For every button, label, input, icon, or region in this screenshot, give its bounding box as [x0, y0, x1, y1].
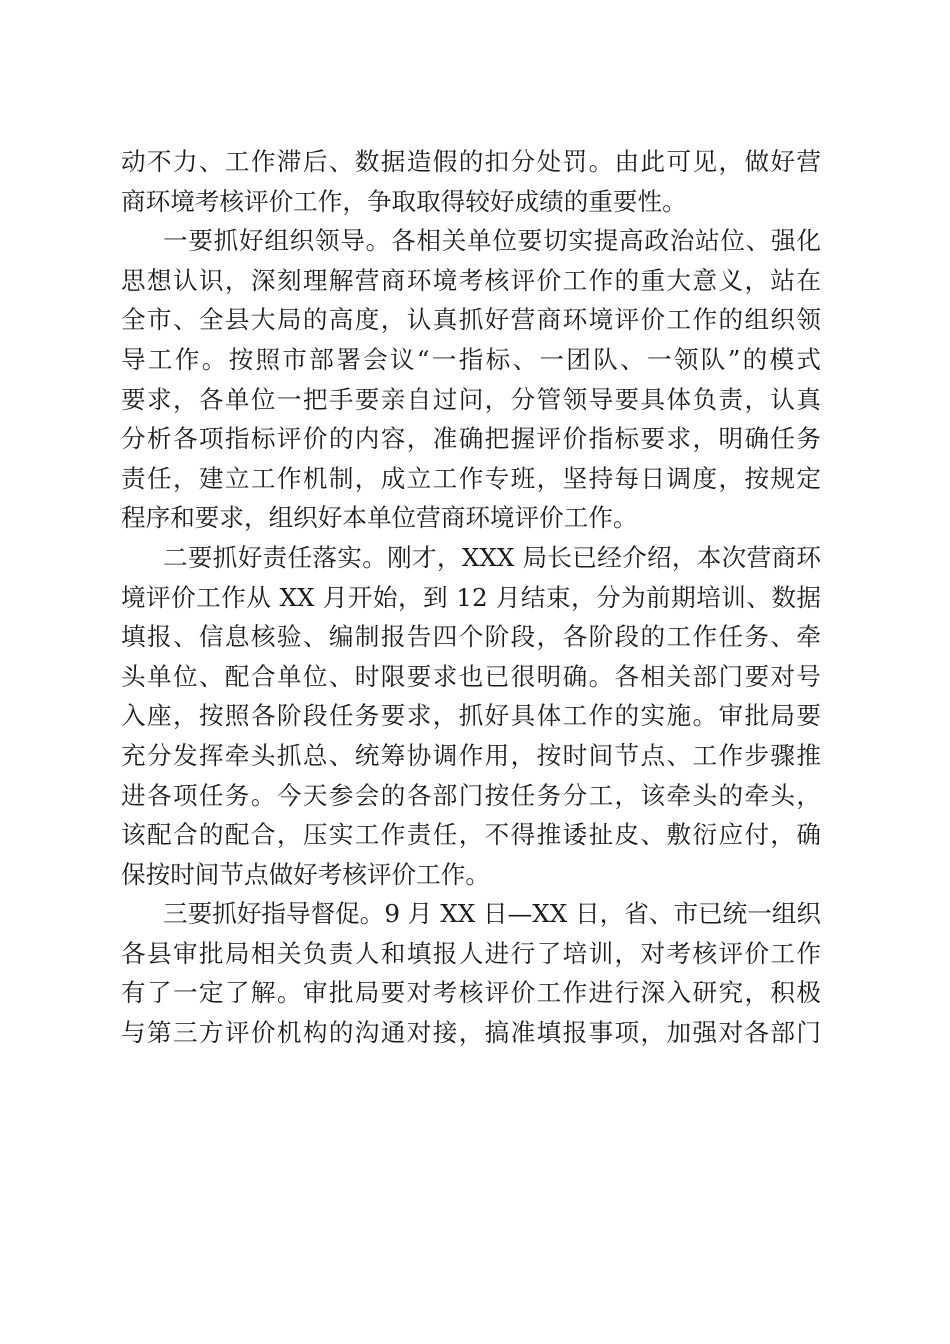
paragraph-line: 要求，各单位一把手要亲自过问，分管领导要具体负责，认真 [121, 384, 821, 414]
paragraph-line: 商环境考核评价工作，争取取得较好成绩的重要性。 [121, 186, 687, 216]
paragraph-line: 责任，建立工作机制，成立工作专班，坚持每日调度，按规定 [121, 463, 821, 493]
paragraph-line: 二要抓好责任落实。刚才，XXX 局长已经介绍，本次营商环 [163, 542, 821, 572]
paragraph-line: 与第三方评价机构的沟通对接，搞准填报事项，加强对各部门 [121, 1018, 821, 1048]
paragraph-line: 各县审批局相关负责人和填报人进行了培训，对考核评价工作 [121, 938, 821, 968]
paragraph-line: 入座，按照各阶段任务要求，抓好具体工作的实施。审批局要 [121, 701, 821, 731]
paragraph-line: 分析各项指标评价的内容，准确把握评价指标要求，明确任务 [121, 424, 821, 454]
paragraph-line: 程序和要求，组织好本单位营商环境评价工作。 [121, 503, 638, 533]
paragraph-line: 进各项任务。今天参会的各部门按任务分工，该牵头的牵头， [121, 780, 821, 810]
paragraph-line: 境评价工作从 XX 月开始，到 12 月结束，分为前期培训、数据 [121, 582, 821, 612]
paragraph-line: 动不力、工作滞后、数据造假的扣分处罚。由此可见，做好营 [121, 147, 821, 176]
paragraph-line: 充分发挥牵头抓总、统筹协调作用，按时间节点、工作步骤推 [121, 740, 821, 770]
document-body [121, 142, 821, 1053]
paragraph-line: 保按时间节点做好考核评价工作。 [121, 859, 490, 889]
paragraph-line: 填报、信息核验、编制报告四个阶段，各阶段的工作任务、牵 [121, 622, 821, 652]
paragraph-line: 头单位、配合单位、时限要求也已很明确。各相关部门要对号 [121, 661, 821, 691]
paragraph-line: 该配合的配合，压实工作责任，不得推诿扯皮、敷衍应付，确 [121, 820, 821, 850]
paragraph-line: 思想认识，深刻理解营商环境考核评价工作的重大意义，站在 [121, 265, 821, 295]
paragraph-line: 三要抓好指导督促。9 月 XX 日—XX 日，省、市已统一组织 [163, 899, 822, 929]
paragraph-line: 导工作。按照市部署会议“一指标、一团队、一领队”的模式 [121, 344, 821, 374]
paragraph-line: 有了一定了解。审批局要对考核评价工作进行深入研究，积极 [121, 978, 821, 1008]
paragraph-line: 全市、全县大局的高度，认真抓好营商环境评价工作的组织领 [121, 305, 821, 335]
paragraph-line: 一要抓好组织领导。各相关单位要切实提高政治站位、强化 [163, 226, 821, 256]
